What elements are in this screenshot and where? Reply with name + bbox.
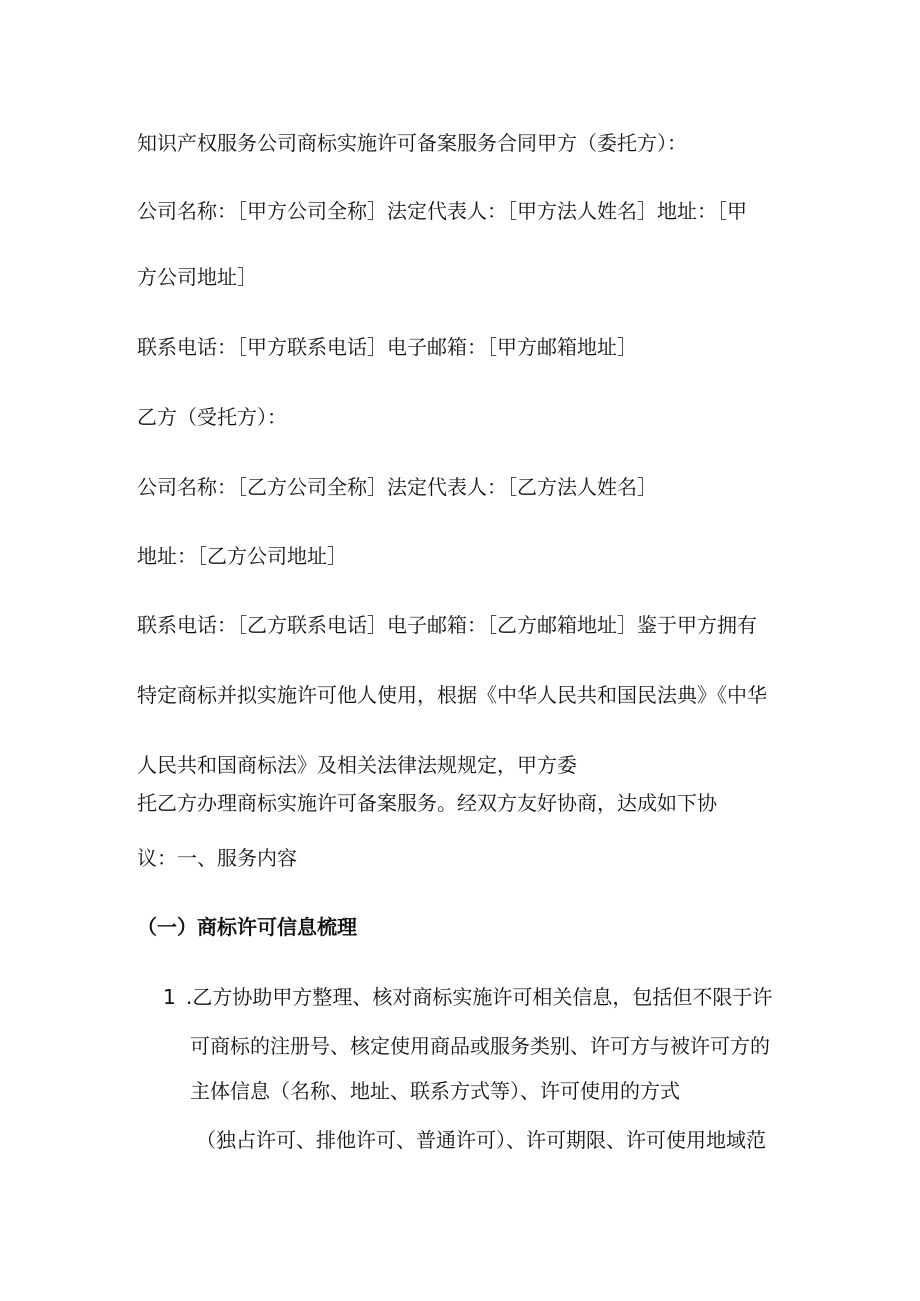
item-line-2: 可商标的注册号、核定使用商品或服务类别、许可方与被许可方的 [190, 1034, 770, 1058]
service-content-heading: 议：一、服务内容 [137, 846, 297, 870]
section-heading: （一）商标许可信息梳理 [137, 915, 357, 939]
party-b-heading: 乙方（受托方）： [137, 405, 287, 429]
item-number: 1 [163, 985, 176, 1009]
preamble-line-1: 特定商标并拟实施许可他人使用，根据《中华人民共和国民法典》《中华 [137, 683, 767, 707]
preamble-line-2: 人民共和国商标法》及相关法律法规规定，甲方委 [137, 753, 577, 777]
contract-title-line: 知识产权服务公司商标实施许可备案服务合同甲方（委托方）： [137, 131, 687, 155]
party-a-contact-line: 联系电话：［甲方联系电话］电子邮箱：［甲方邮箱地址］ [137, 335, 637, 359]
item-line-1: .乙方协助甲方整理、核对商标实施许可相关信息，包括但不限于许 [186, 985, 773, 1009]
item-line-4: （独占许可、排他许可、普通许可）、许可期限、许可使用地域范 [196, 1128, 766, 1152]
preamble-line-3: 托乙方办理商标实施许可备案服务。经双方友好协商，达成如下协 [137, 791, 717, 815]
party-a-address-line: 方公司地址］ [137, 265, 257, 289]
party-b-contact-line: 联系电话：［乙方联系电话］电子邮箱：［乙方邮箱地址］鉴于甲方拥有 [137, 613, 757, 637]
party-b-address-line: 地址：［乙方公司地址］ [137, 544, 347, 568]
item-line-3: 主体信息（名称、地址、联系方式等）、许可使用的方式 [190, 1079, 680, 1103]
party-a-company-line: 公司名称：［甲方公司全称］法定代表人：［甲方法人姓名］地址：［甲 [137, 199, 747, 223]
party-b-company-line: 公司名称：［乙方公司全称］法定代表人：［乙方法人姓名］ [137, 475, 657, 499]
